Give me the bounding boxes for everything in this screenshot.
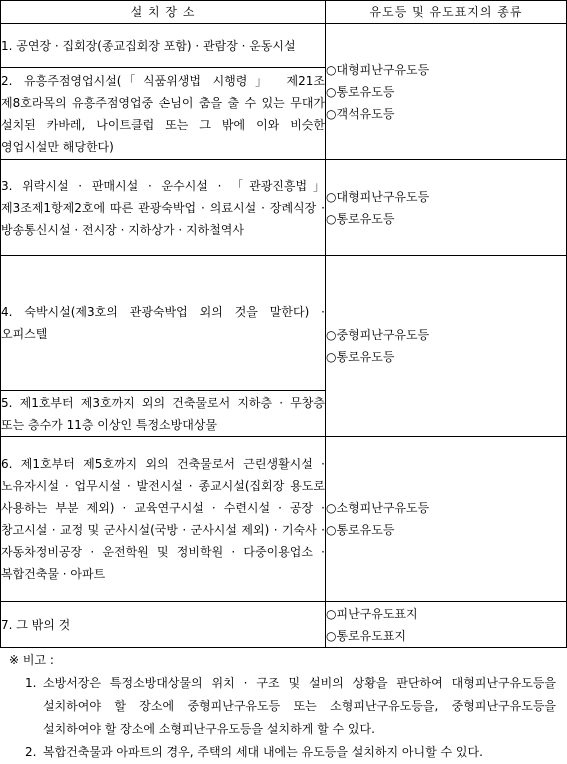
note-text: 복합건축물과 아파트의 경우, 주택의 세대 내에는 유도등을 설치하지 아니할 수 있다. <box>43 745 483 759</box>
location-cell: 4. 숙박시설(제3호의 관광숙박업 외의 것을 말한다) · 오피스텔 <box>1 256 326 391</box>
location-cell: 7. 그 밖의 것 <box>1 602 326 648</box>
table-row <box>1 24 567 68</box>
note-number: 1. <box>25 676 37 690</box>
type-item: ○소형피난구유도등 <box>326 501 430 515</box>
table-row <box>1 256 567 391</box>
table-row <box>1 437 567 602</box>
type-item: ○대형피난구유도등 <box>326 62 430 77</box>
types-cell <box>326 160 567 256</box>
types-cell <box>326 602 567 648</box>
types-cell <box>326 256 567 437</box>
type-item: ○객석유도등 <box>326 106 395 121</box>
note-text: 소방서장은 특정소방대상물의 위치 · 구조 및 설비의 상황을 판단하여 대형피난구유도등을 설치하여야 할 장소에 중형피난구유도등 또는 소형피난구유도등을, 중형피난구유도등을 설치하여야 할 장소에 소형피난구유도등을 설치하게 할 수 있다. <box>43 676 556 736</box>
type-item: ○중형피난구유도등 <box>326 328 430 342</box>
notes-title: ※ 비고 : <box>9 653 54 667</box>
note-number: 2. <box>25 745 37 759</box>
types-cell <box>326 437 567 602</box>
type-item: ○대형피난구유도등 <box>326 189 430 204</box>
location-cell: 2. 유흥주점영업시설(「식품위생법 시행령」 제21조 제8호라목의 유흥주점영업중 손님이 춤을 출 수 있는 무대가 설치된 카바레, 나이트클럽 또는 그 밖에 이와 비슷한 영업시설만 해당한다) <box>1 68 326 160</box>
table-row <box>1 160 567 256</box>
table-header-row <box>1 1 567 24</box>
note-item <box>0 672 560 741</box>
location-cell: 5. 제1호부터 제3호까지 외의 건축물로서 지하층 · 무창층 또는 층수가 11층 이상인 특정소방대상물 <box>1 391 326 437</box>
type-item: ○통로유도등 <box>326 84 395 99</box>
type-item: ○통로유도표지 <box>326 628 407 643</box>
location-cell: 1. 공연장 · 집회장(종교집회장 포함) · 관람장 · 운동시설 <box>1 24 326 68</box>
type-item: ○피난구유도표지 <box>326 606 418 621</box>
types-cell <box>326 24 567 160</box>
notes-section <box>0 649 560 764</box>
header-types: 유도등 및 유도표지의 종류 <box>326 1 567 24</box>
location-cell: 6. 제1호부터 제5호까지 외의 건축물로서 근린생활시설 · 노유자시설 · 업무시설 · 발전시설 · 종교시설(집회장 용도로 사용하는 부분 제외) · 교육연구시설 · 수련시설 · 공장 · 창고시설 · 교정 및 군사시설(국방 · 군사시설 제외) · 기숙사 · 자동차정비공장 · 운전학원 및 정비학원 · 다중이용업소 · 복합건축물 · 아파트 <box>1 437 326 602</box>
table-row <box>1 602 567 648</box>
type-item: ○통로유도등 <box>326 211 395 226</box>
header-location: 설 치 장 소 <box>1 1 326 24</box>
location-cell: 3. 위락시설 · 판매시설 · 운수시설 · 「관광진흥법」 제3조제1항제2호에 따른 관광숙박업 · 의료시설 · 장례식장 · 방송통신시설 · 전시장 · 지하상가 · 지하철역사 <box>1 160 326 256</box>
type-item: ○통로유도등 <box>326 523 395 537</box>
note-item <box>0 741 560 764</box>
type-item: ○통로유도등 <box>326 350 395 364</box>
